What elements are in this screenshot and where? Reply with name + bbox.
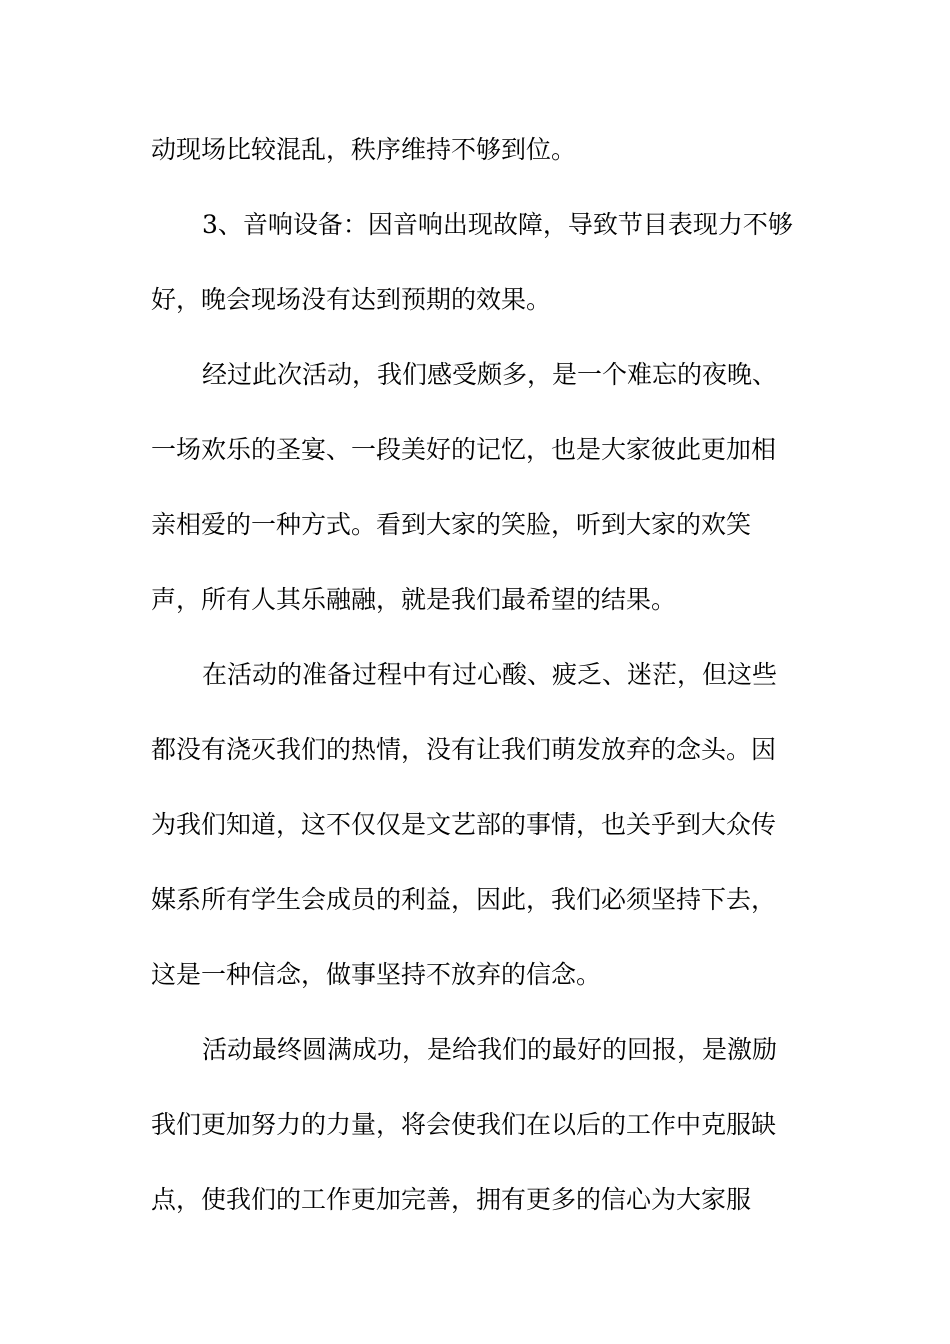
text-line: 一场欢乐的圣宴、一段美好的记忆，也是大家彼此更加相 [151, 435, 777, 464]
text-line: 我们更加努力的力量，将会使我们在以后的工作中克服缺 [151, 1110, 777, 1139]
text-line: 动现场比较混乱，秩序维持不够到位。 [151, 135, 577, 164]
text-line: 都没有浇灭我们的热情，没有让我们萌发放弃的念头。因 [151, 735, 777, 764]
text-line: 点，使我们的工作更加完善，拥有更多的信心为大家服 [151, 1185, 752, 1214]
text-line: 活动最终圆满成功，是给我们的最好的回报，是激励 [202, 1035, 778, 1064]
text-line: 经过此次活动，我们感受颇多，是一个难忘的夜晚、 [202, 360, 778, 389]
text-line: 3、音响设备：因音响出现故障，导致节目表现力不够 [202, 210, 793, 239]
text-line: 好，晚会现场没有达到预期的效果。 [151, 285, 552, 314]
text-line: 这是一种信念，做事坚持不放弃的信念。 [151, 960, 602, 989]
text-line: 为我们知道，这不仅仅是文艺部的事情，也关乎到大众传 [151, 810, 777, 839]
text-line: 在活动的准备过程中有过心酸、疲乏、迷茫，但这些 [202, 660, 778, 689]
text-line: 媒系所有学生会成员的利益，因此，我们必须坚持下去， [151, 885, 777, 914]
text-line: 声，所有人其乐融融，就是我们最希望的结果。 [151, 585, 677, 614]
text-line: 亲相爱的一种方式。看到大家的笑脸，听到大家的欢笑 [151, 510, 752, 539]
